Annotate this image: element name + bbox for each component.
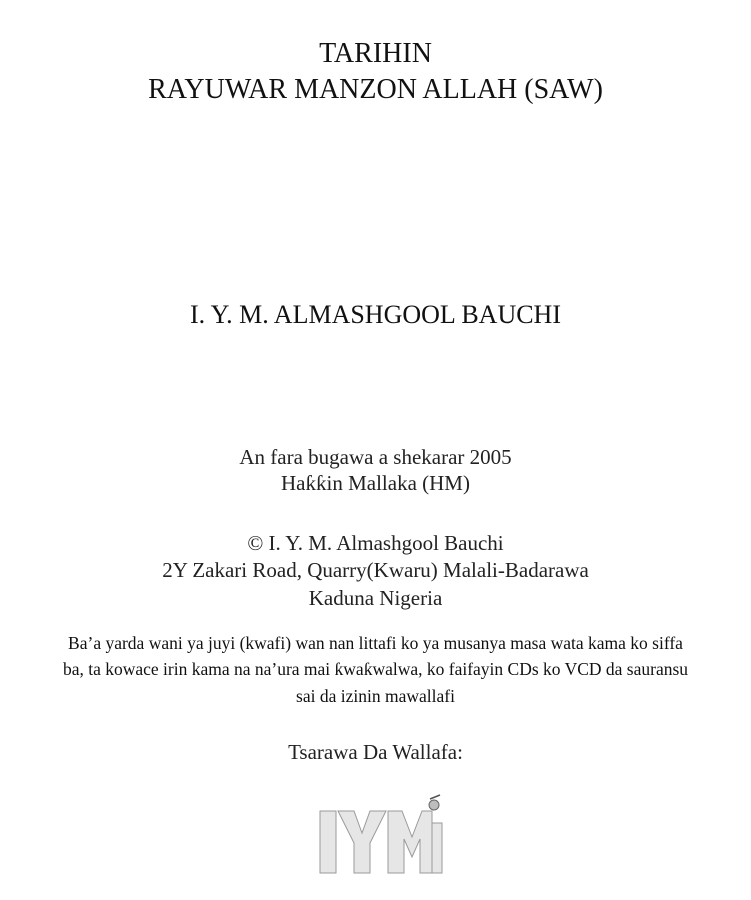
publisher-logo-icon: [314, 793, 444, 879]
rights-notice-line-3: sai da izinin mawallafi: [296, 686, 455, 706]
first-published-line: An fara bugawa a shekarar 2005: [239, 445, 512, 469]
title-line-2: RAYUWAR MANZON ALLAH (SAW): [148, 74, 603, 105]
copyright-label: Haƙƙin Mallaka (HM): [281, 471, 470, 495]
copyright-holder: © I. Y. M. Almashgool Bauchi: [247, 531, 504, 555]
address-city: Kaduna Nigeria: [308, 586, 443, 610]
address-street: 2Y Zakari Road, Quarry(Kwaru) Malali-Badarawa: [162, 558, 589, 582]
publisher-label: Tsarawa Da Wallafa:: [288, 740, 463, 764]
rights-notice-line-1: Ba’a yarda wani ya juyi (kwafi) wan nan littafi ko ya musanya masa wata kama ko siffa: [68, 633, 683, 653]
author-name: I. Y. M. ALMASHGOOL BAUCHI: [189, 300, 561, 329]
rights-notice-line-2: ba, ta kowace irin kama na na’ura mai ƙwaƙwalwa, ko faifayin CDs ko VCD da sauransu: [62, 659, 689, 679]
title-line-1: TARIHIN: [319, 38, 432, 69]
